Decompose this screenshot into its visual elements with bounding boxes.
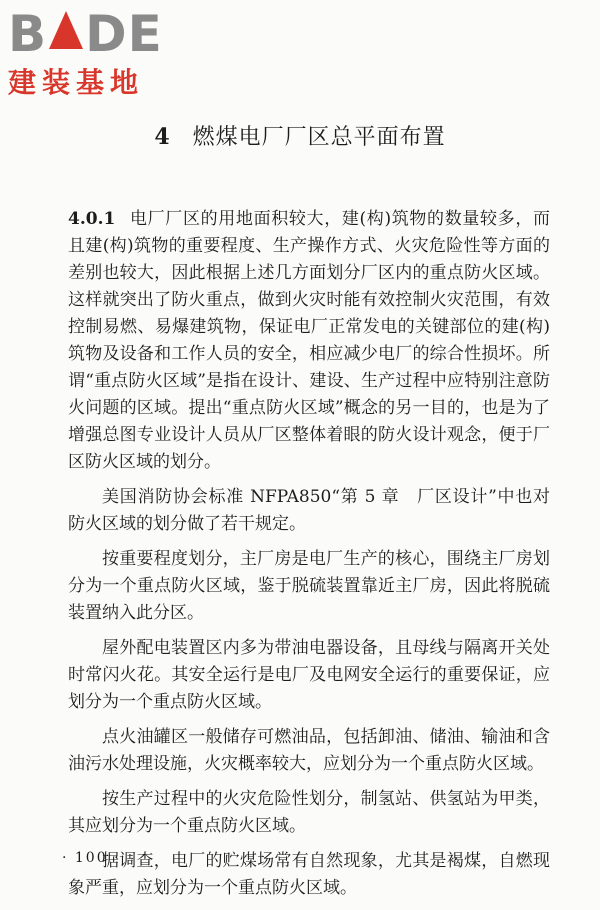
paragraph: 按重要程度划分，主厂房是电厂生产的核心，围绕主厂房划分为一个重点防火区域，鉴于脱硫装置靠近主厂房，因此将脱硫装置纳入此分区。: [68, 549, 550, 623]
paragraph: 点火油罐区一般储存可燃油品，包括卸油、储油、输油和含油污水处理设施，火灾概率较大，应划分为一个重点防火区域。: [68, 727, 550, 774]
paragraph: 据调查，电厂的贮煤场常有自然现象，尤其是褐煤，自燃现象严重，应划分为一个重点防火区域。: [68, 851, 550, 898]
paragraph: [68, 206, 550, 476]
logo-wordmark: B DE: [8, 5, 163, 63]
clause-number: 4.0.1: [68, 209, 116, 229]
body-text: [68, 206, 550, 910]
chapter-number: 4: [154, 124, 171, 150]
page-number: · 100 ·: [62, 850, 121, 866]
logo-subtitle: 建装基地: [8, 66, 145, 99]
chapter-title-text: 燃煤电厂厂区总平面布置: [192, 125, 446, 150]
logo-triangle-icon: [49, 11, 83, 49]
paragraph: 美国消防协会标准 NFPA850“第 5 章 厂区设计”中也对防火区域的划分做了若干规定。: [68, 487, 550, 534]
paragraph-text: 电厂厂区的用地面积较大，建(构)筑物的数量较多，而且建(构)筑物的重要程度、生产操作方式、火灾危险性等方面的差别也较大，因此根据上述几方面划分厂区内的重点防火区域。这样就突出了防火重点，做到火灾时能有效控制火灾范围，有效控制易燃、易爆建筑物，保证电厂正常发电的关键部位的建(构)筑物及设备和工作人员的安全，相应减少电厂的综合性损坏。所谓“重点防火区域”是指在设计、建设、生产过程中应特别注意防火问题的区域。提出“重点防火区域”概念的另一目的，也是为了增强总图专业设计人员从厂区整体着眼的防火设计观念，便于厂区防火区域的划分。: [68, 209, 550, 472]
brand-logo: [8, 5, 208, 100]
paragraph: 按生产过程中的火灾危险性划分，制氢站、供氢站为甲类，其应划分为一个重点防火区域。: [68, 789, 550, 836]
paragraph: 屋外配电装置区内多为带油电器设备，且母线与隔离开关处时常闪火花。其安全运行是电厂及电网安全运行的重要保证，应划分为一个重点防火区域。: [68, 638, 550, 712]
chapter-title: [0, 120, 600, 151]
